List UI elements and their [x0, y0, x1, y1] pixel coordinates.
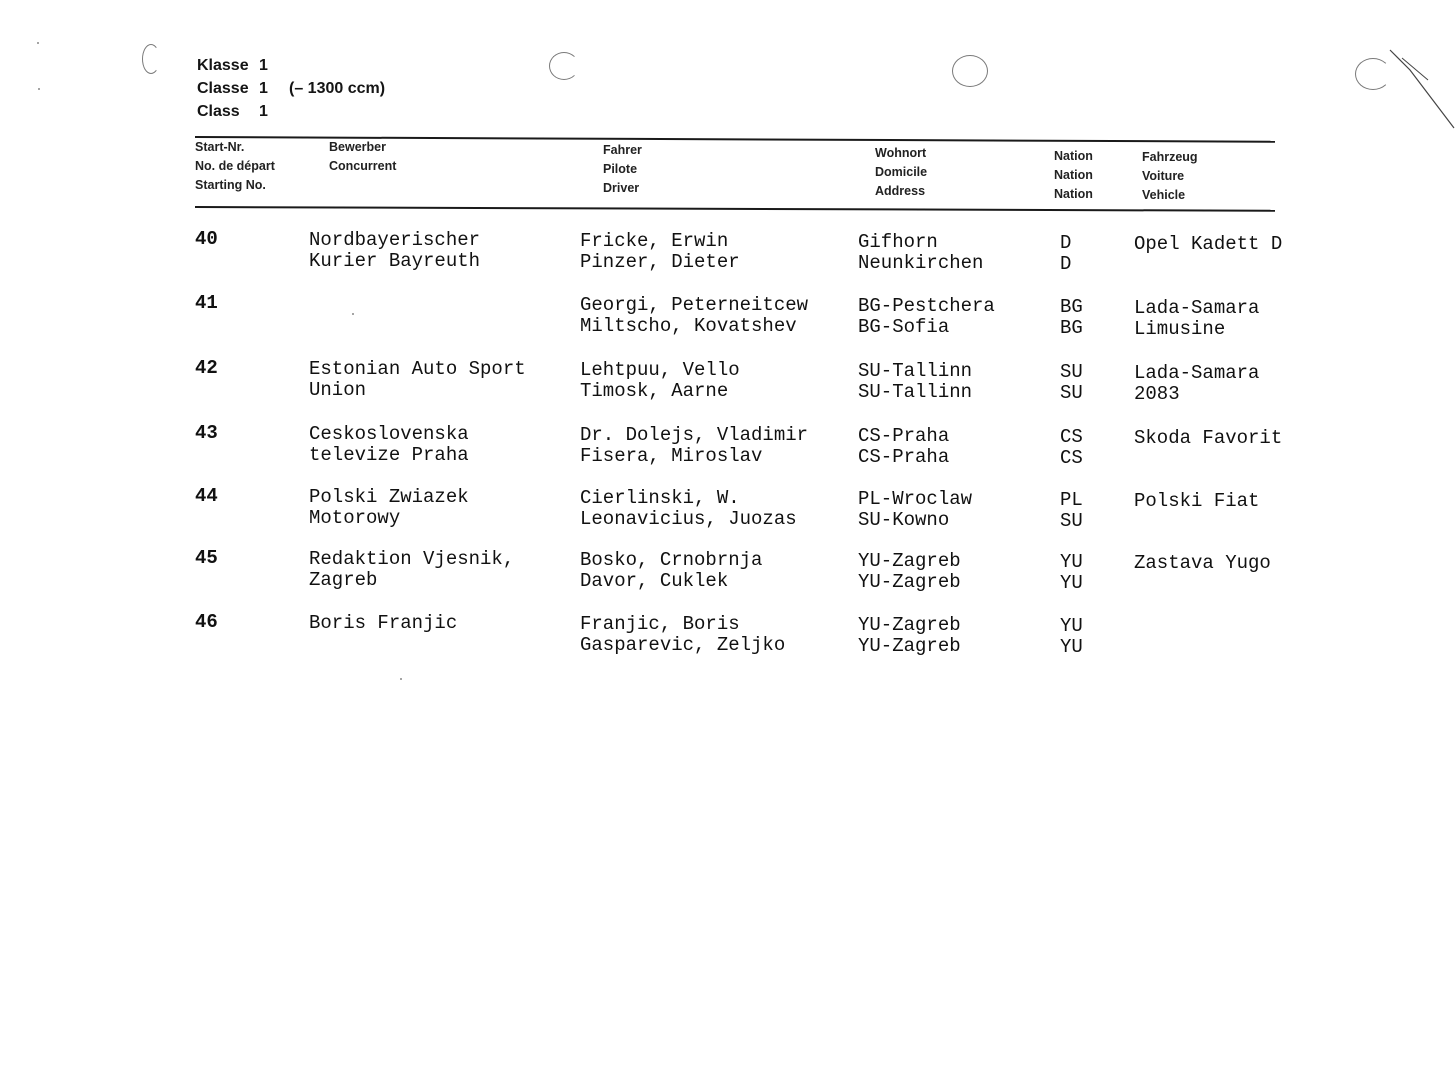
driver-name: Cierlinski, W. [580, 487, 740, 509]
driver-address: Neunkirchen [858, 252, 984, 274]
vehicle-line: Opel Kadett D [1134, 233, 1283, 255]
driver-address: CS-Praha [858, 425, 950, 447]
driver-name: Pinzer, Dieter [580, 251, 740, 273]
start-number: 42 [195, 357, 218, 379]
driver-nation: SU [1060, 382, 1083, 404]
scan-speck [38, 88, 40, 90]
entrant-line: televize Praha [309, 444, 469, 466]
header-line: Domicile [875, 165, 928, 179]
driver-address: PL-Wroclaw [858, 488, 973, 510]
driver-name: Davor, Cuklek [580, 570, 729, 592]
driver-name: Franjic, Boris [580, 613, 740, 635]
class-line-en [197, 100, 385, 123]
punch-hole [952, 55, 988, 87]
driver-name: Bosko, Crnobrnja [580, 549, 763, 571]
header-line: Fahrer [603, 143, 642, 157]
driver-nation: YU [1060, 615, 1083, 637]
header-line: Vehicle [1142, 188, 1186, 202]
header-line: Bewerber [329, 140, 386, 154]
driver-address: Gifhorn [858, 231, 938, 253]
header-bottom-rule [195, 206, 1275, 212]
class-header [197, 54, 385, 123]
driver-name: Timosk, Aarne [580, 380, 729, 402]
driver-nation: SU [1060, 361, 1083, 383]
entrant-line: Polski Zwiazek [309, 486, 469, 508]
vehicle-line: Skoda Favorit [1134, 427, 1283, 449]
driver-nation: SU [1060, 510, 1083, 532]
driver-address: SU-Tallinn [858, 360, 973, 382]
vehicle-line: Zastava Yugo [1134, 552, 1271, 574]
vehicle-line: 2083 [1134, 383, 1180, 405]
punch-hole [549, 52, 579, 80]
entrant-line: Nordbayerischer [309, 229, 481, 251]
column-header-start-no [195, 138, 275, 195]
driver-nation: BG [1060, 317, 1083, 339]
driver-nation: D [1060, 253, 1072, 275]
driver-name: Dr. Dolejs, Vladimir [580, 424, 809, 446]
corner-fold-mark [1380, 40, 1456, 130]
entrant-line: Ceskoslovenska [309, 423, 469, 445]
driver-nation: CS [1060, 426, 1083, 448]
driver-nation: CS [1060, 447, 1083, 469]
driver-address: BG-Pestchera [858, 295, 995, 317]
header-line: Fahrzeug [1142, 150, 1198, 164]
header-line: Driver [603, 181, 640, 195]
header-line: Wohnort [875, 146, 927, 160]
driver-nation: YU [1060, 636, 1083, 658]
header-line: Voiture [1142, 169, 1185, 183]
entrant-line: Zagreb [309, 569, 378, 591]
header-line: Nation [1054, 168, 1093, 182]
vehicle-line: Polski Fiat [1134, 490, 1260, 512]
driver-name: Fisera, Miroslav [580, 445, 763, 467]
driver-name: Lehtpuu, Vello [580, 359, 740, 381]
header-line: No. de départ [195, 159, 275, 173]
start-number: 45 [195, 547, 218, 569]
driver-name: Fricke, Erwin [580, 230, 729, 252]
driver-address: CS-Praha [858, 446, 950, 468]
header-line: Start-Nr. [195, 140, 245, 154]
driver-nation: YU [1060, 572, 1083, 594]
driver-address: BG-Sofia [858, 316, 950, 338]
class-label: Class [197, 103, 240, 120]
driver-name: Miltscho, Kovatshev [580, 315, 797, 337]
entrant-line: Estonian Auto Sport [309, 358, 526, 380]
entrant-line: Boris Franjic [309, 612, 458, 634]
driver-address: YU-Zagreb [858, 614, 961, 636]
column-header-vehicle [1142, 148, 1198, 205]
driver-nation: PL [1060, 489, 1083, 511]
driver-address: SU-Tallinn [858, 381, 973, 403]
entrant-line: Redaktion Vjesnik, [309, 548, 515, 570]
driver-address: SU-Kowno [858, 509, 950, 531]
driver-name: Gasparevic, Zeljko [580, 634, 786, 656]
driver-nation: D [1060, 232, 1072, 254]
displacement-limit: (– 1300 ccm) [289, 80, 386, 97]
header-line: Address [875, 184, 926, 198]
header-line: Concurrent [329, 159, 397, 173]
header-line: Pilote [603, 162, 638, 176]
entrant-line: Union [309, 379, 367, 401]
start-number: 44 [195, 485, 218, 507]
class-line-fr [197, 77, 385, 100]
column-header-entrant [329, 138, 396, 176]
driver-address: YU-Zagreb [858, 571, 961, 593]
start-number: 46 [195, 611, 218, 633]
driver-nation: BG [1060, 296, 1083, 318]
class-label: Klasse [197, 57, 249, 74]
class-number: 1 [259, 57, 268, 74]
entrant-line: Kurier Bayreuth [309, 250, 481, 272]
class-line-de [197, 54, 385, 77]
column-header-nation [1054, 147, 1093, 204]
class-label: Classe [197, 80, 249, 97]
driver-nation: YU [1060, 551, 1083, 573]
class-number: 1 [259, 80, 268, 97]
driver-name: Georgi, Peterneitcew [580, 294, 809, 316]
scan-speck [400, 678, 402, 680]
vehicle-line: Limusine [1134, 318, 1226, 340]
column-header-address [875, 144, 927, 201]
punch-hole [142, 44, 160, 74]
driver-address: YU-Zagreb [858, 550, 961, 572]
vehicle-line: Lada-Samara [1134, 362, 1260, 384]
vehicle-line: Lada-Samara [1134, 297, 1260, 319]
column-header-driver [603, 141, 642, 198]
header-line: Nation [1054, 149, 1093, 163]
start-number: 40 [195, 228, 218, 250]
scan-speck [352, 313, 354, 315]
start-number: 43 [195, 422, 218, 444]
entrant-line: Motorowy [309, 507, 401, 529]
scan-speck [37, 42, 39, 44]
header-line: Starting No. [195, 178, 266, 192]
class-number: 1 [259, 103, 268, 120]
start-number: 41 [195, 292, 218, 314]
driver-name: Leonavicius, Juozas [580, 508, 797, 530]
driver-address: YU-Zagreb [858, 635, 961, 657]
header-line: Nation [1054, 187, 1093, 201]
